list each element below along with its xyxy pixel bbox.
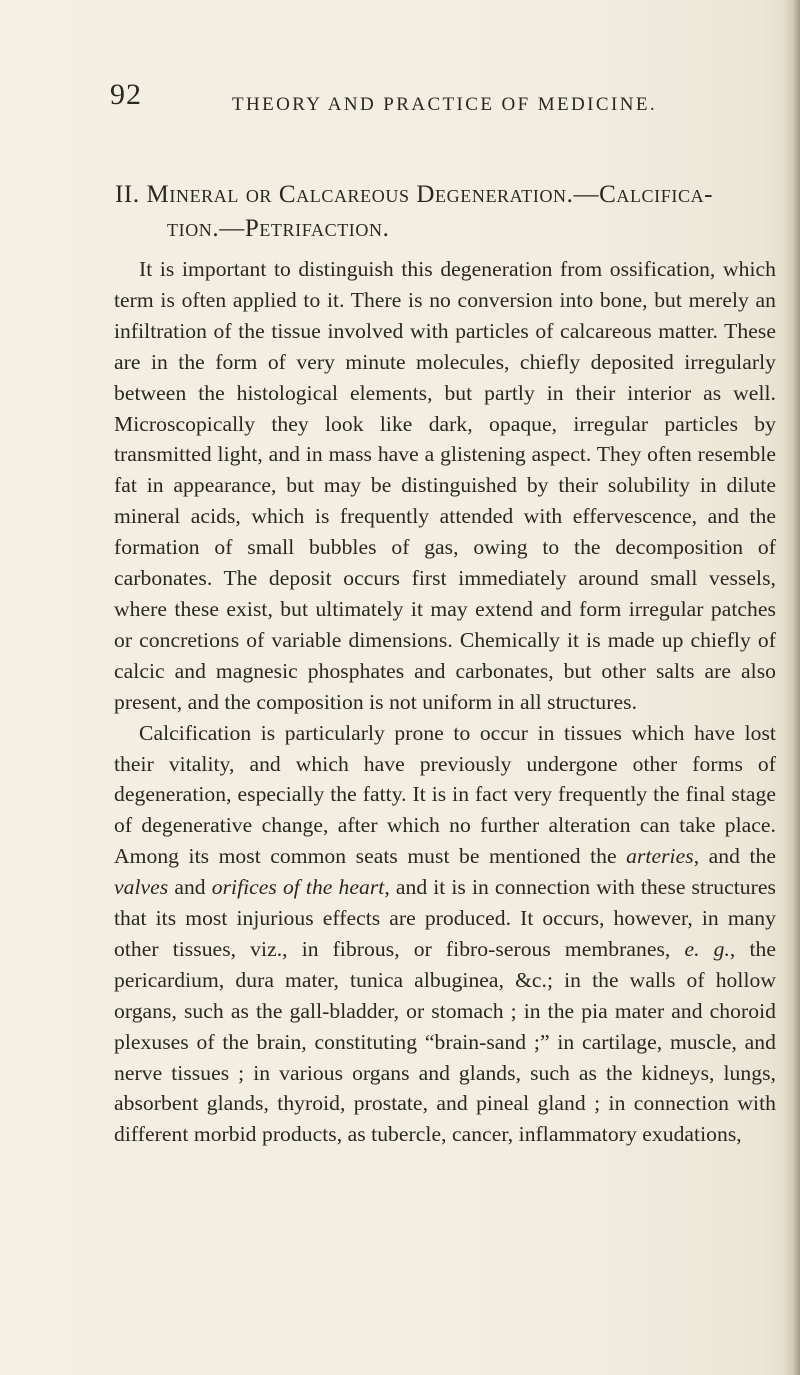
abbreviation-eg: e. g. <box>684 936 730 961</box>
running-head: THEORY AND PRACTICE OF MEDICINE. <box>232 94 657 115</box>
term-arteries: arteries <box>626 844 694 869</box>
paragraph-2-text-d: , and it is in connection with these structures that its most injurious effects are produced. It occurs, however, in many other tissues, viz., in fibrous, or fibro-serous membranes, <box>114 875 776 961</box>
paragraph-1: It is important to distinguish this degeneration from ossification, which term is often applied to it. There is no conversion into bone, but merely an infiltration of the tissue involved with particles of calcareous matter. These are in the form of very minute molecules, chiefly deposited irregularly between the histological elements, but partly in their interior as well. Microscopically they look like dark, opaque, irregular particles by transmitted light, and in mass have a glistening aspect. They often resemble fat in appearance, but may be distinguished by their solubility in dilute mineral acids, which is frequently attended with effervescence, and the formation of small bubbles of gas, owing to the decomposition of carbonates. The deposit occurs first immediately around small vessels, where these exist, but ultimately it may extend and form irregular patches or concretions of variable dimensions. Chemically it is made up chiefly of calcic and magnesic phosphates and carbonates, but other salts are also present, and the composition is not uniform in all structures. <box>114 257 776 714</box>
page-number: 92 <box>110 78 142 111</box>
page-edge-shadow <box>782 0 800 1375</box>
paragraph-2-text-a: Calcification is particularly prone to occur in tissues which have lost their vitality, and which have previously undergone other forms of degeneration, especially the fatty. It is in fact very frequently the final stage of degenerative change, after which no further alteration can take place. Among its most common seats must be mentioned the <box>114 720 776 869</box>
paragraph-2-text-e: , the pericardium, dura mater, tunica albuginea, &c.; in the walls of hollow organs, such as the gall-bladder, or stomach ; in the pia mater and choroid plexuses of the brain, constituting “brain-sand ;” in cartilage, muscle, and nerve tissues ; in various organs and glands, such as the kidneys, lungs, absorbent glands, thyroid, prostate, and pineal gland ; in connection with different morbid products, as tubercle, cancer, inflammatory exudations, <box>114 936 776 1147</box>
paragraph-2-text-c: and <box>168 875 212 900</box>
paragraph-2 <box>114 718 776 1151</box>
section-heading <box>115 178 775 246</box>
section-heading-line-2: tion.—Petrifaction. <box>167 215 390 242</box>
section-heading-line-1: II. Mineral or Calcareous Degeneration.—Calcifica- <box>115 181 714 208</box>
page-header <box>110 78 750 130</box>
body-text <box>114 254 776 1150</box>
term-orifices-of-the-heart: orifices of the heart <box>211 875 385 900</box>
paragraph-2-text-b: , and the <box>693 844 776 869</box>
term-valves: valves <box>114 875 169 900</box>
